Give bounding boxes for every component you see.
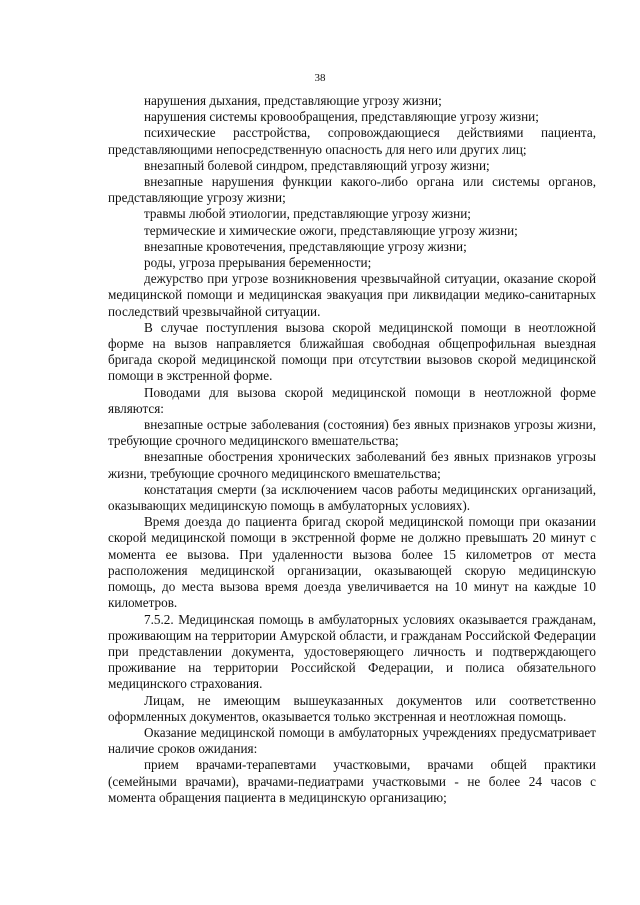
paragraph: внезапные обострения хронических заболеваний без явных признаков угрозы жизни, требующие срочного медицинского вмешательства; (108, 449, 596, 481)
page-number: 38 (314, 72, 326, 84)
paragraph: травмы любой этиологии, представляющие угрозу жизни; (144, 206, 471, 222)
paragraph: термические и химические ожоги, представляющие угрозу жизни; (144, 222, 518, 238)
paragraph: нарушения дыхания, представляющие угрозу жизни; (144, 93, 442, 108)
paragraph: психические расстройства, сопровождающиеся действиями пациента, представляющими непосредственную опасность для него или других лиц; (108, 125, 596, 157)
paragraph: Поводами для вызова скорой медицинской помощи в неотложной форме являются: (108, 384, 596, 416)
paragraph: В случае поступления вызова скорой медицинской помощи в неотложной форме на вызов направляется ближайшая свободная общепрофильная выездная бригада скорой медицинской помощи при отсутствии вызовов скорой медицинской помощи в экстренной форме. (108, 319, 596, 384)
paragraph: прием врачами-терапевтами участковыми, врачами общей практики (семейными врачами), врачами-педиатрами участковыми - не более 24 часов с момента обращения пациента в медицинскую организацию; (108, 757, 596, 805)
paragraph: 7.5.2. Медицинская помощь в амбулаторных условиях оказывается гражданам, проживающим на территории Амурской области, и гражданам Российской Федерации при представлении документа, удостоверяющего личность и подтверждающего проживание на территории Российской Федерации, и полиса обязательного медицинского страхования. (108, 611, 596, 692)
paragraph: Лицам, не имеющим вышеуказанных документов или соответственно оформленных документов, оказывается только экстренная и неотложная помощь. (108, 692, 596, 724)
body-text (108, 93, 596, 806)
paragraph: внезапные кровотечения, представляющие угрозу жизни; (144, 238, 467, 254)
paragraph: констатация смерти (за исключением часов работы медицинских организаций, оказывающих медицинскую помощь в амбулаторных условиях). (108, 481, 596, 514)
paragraph: внезапный болевой синдром, представляющий угрозу жизни; (144, 157, 490, 173)
paragraph: Оказание медицинской помощи в амбулаторных учреждениях предусматривает наличие сроков ожидания: (108, 724, 596, 757)
paragraph: нарушения системы кровообращения, представляющие угрозу жизни; (144, 109, 539, 125)
paragraph: роды, угроза прерывания беременности; (144, 255, 372, 271)
paragraph: внезапные острые заболевания (состояния) без явных признаков угрозы жизни, требующие срочного медицинского вмешательства; (108, 417, 596, 449)
paragraph: Время доезда до пациента бригад скорой медицинской помощи при оказании скорой медицинской помощи в экстренной форме не должно превышать 20 минут с момента ее вызова. При удаленности вызова более 15 километров от места расположения медицинской организации, оказывающей скорую медицинскую помощь, до места вызова время доезда увеличивается на 10 минут на каждые 10 километров. (108, 514, 596, 611)
paragraph: дежурство при угрозе возникновения чрезвычайной ситуации, оказание скорой медицинской помощи и медицинская эвакуация при ликвидации медико-санитарных последствий чрезвычайной ситуации. (108, 271, 596, 319)
paragraph: внезапные нарушения функции какого-либо органа или системы органов, представляющие угрозу жизни; (108, 174, 596, 206)
